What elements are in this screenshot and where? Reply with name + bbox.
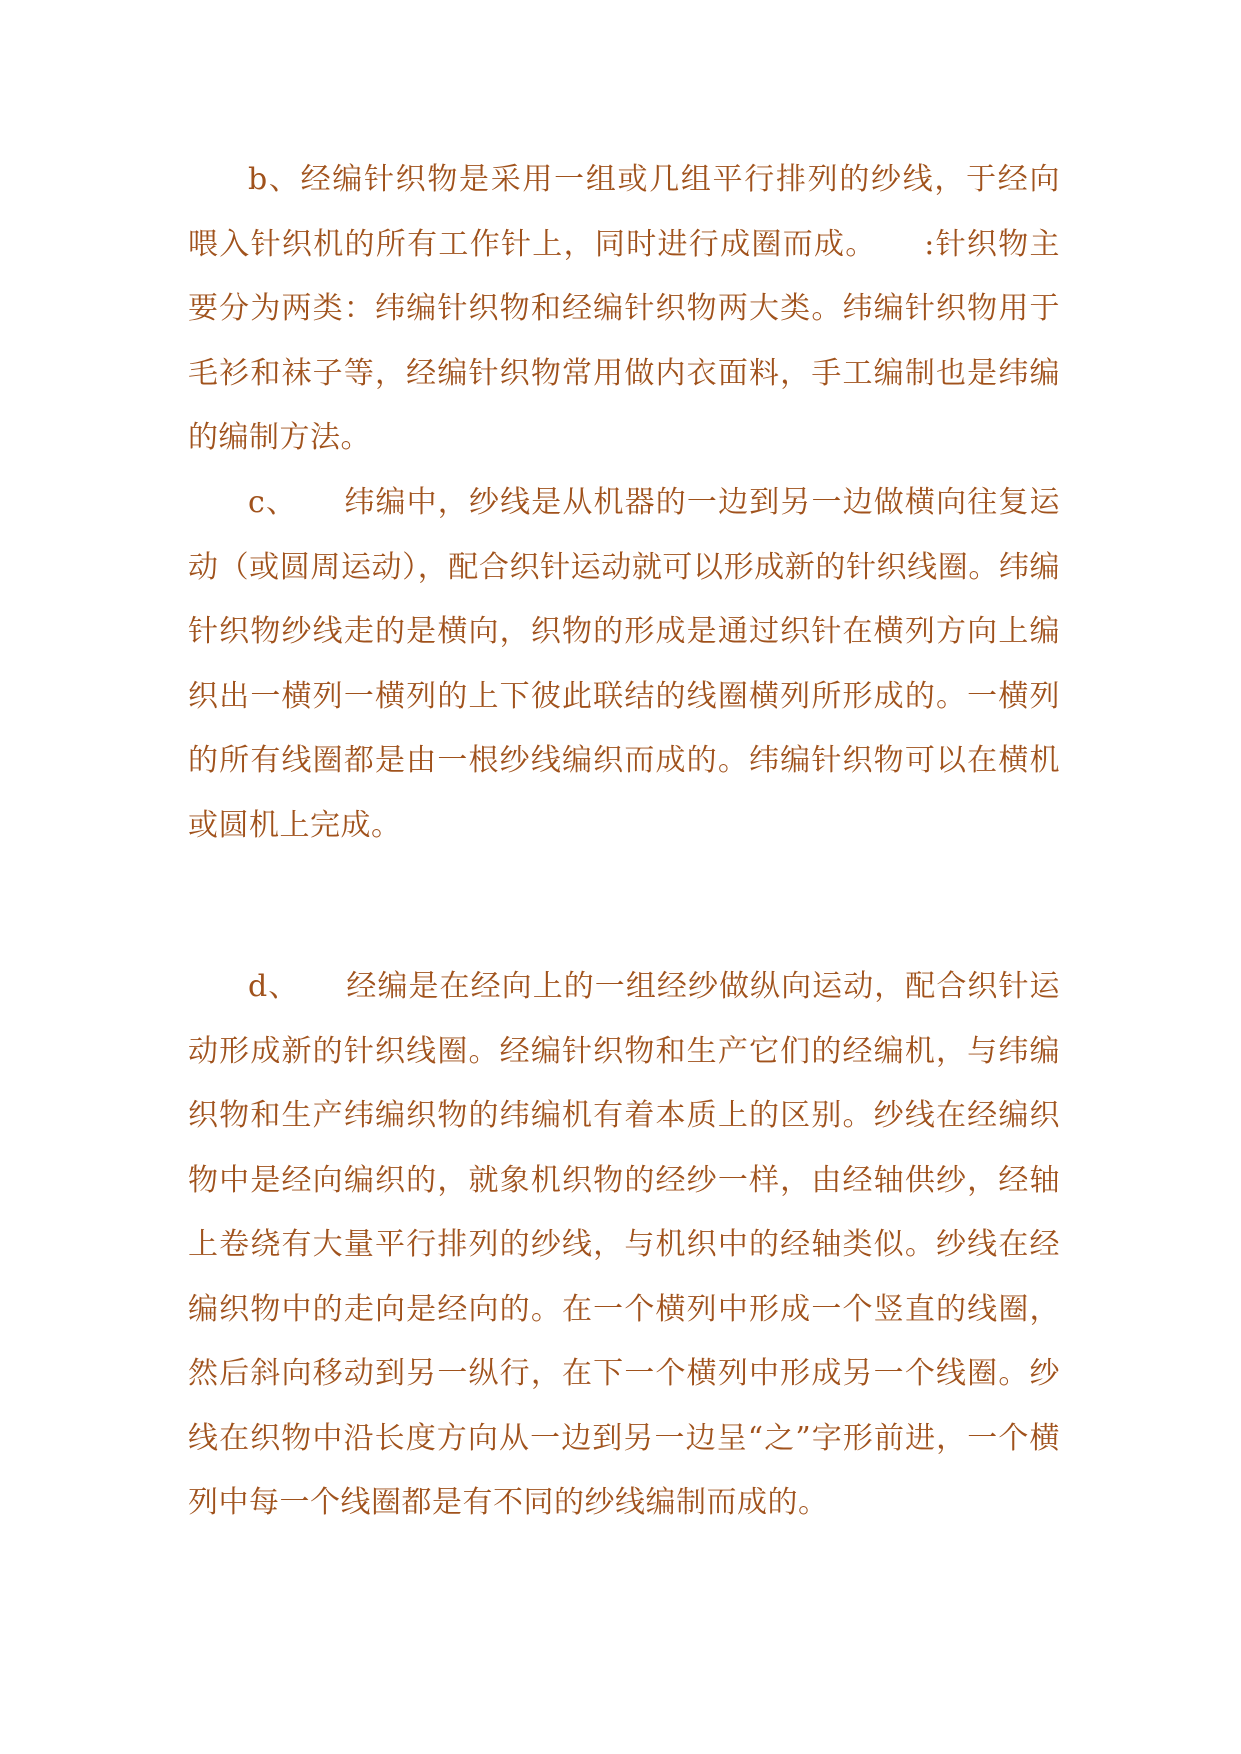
paragraph-text: 经编是在经向上的一组经纱做纵向运动，配合织针运动形成新的针织线圈。经编针织物和生产它们的经编机，与纬编织物和生产纬编织物的纬编机有着本质上的区别。纱线在经编织物中是经向编织的，就象机织物的经纱一样，由经轴供纱，经轴上卷绕有大量平行排列的纱线，与机织中的经轴类似。纱线在经编织物中的走向是经向的。在一个横列中形成一个竖直的线圈，然后斜向移动到另一纵行，在下一个横列中形成另一个线圈。纱线在织物中沿长度方向从一边到另一边呈“之”字形前进，一个横列中每一个线圈都是有不同的纱线编制而成的。: [188, 969, 1060, 1520]
paragraph-c: [188, 471, 1060, 858]
paragraph-d: [188, 955, 1060, 1536]
paragraph-label: b、: [248, 162, 301, 197]
paragraph-text: 经编针织物是采用一组或几组平行排列的纱线，于经向喂入针织机的所有工作针上，同时进行成圈而成。 :针织物主要分为两类：纬编针织物和经编针织物两大类。纬编针织物用于毛衫和袜子等，经编针织物常用做内衣面料，手工编制也是纬编的编制方法。: [188, 162, 1060, 455]
paragraph-b: [188, 148, 1060, 471]
paragraph-label: d、: [248, 969, 347, 1004]
paragraph-label: c、: [248, 485, 345, 520]
paragraph-text: 纬编中，纱线是从机器的一边到另一边做横向往复运动（或圆周运动），配合织针运动就可以形成新的针织线圈。纬编针织物纱线走的是横向，织物的形成是通过织针在横列方向上编织出一横列一横列的上下彼此联结的线圈横列所形成的。一横列的所有线圈都是由一根纱线编织而成的。纬编针织物可以在横机或圆机上完成。: [188, 485, 1060, 843]
